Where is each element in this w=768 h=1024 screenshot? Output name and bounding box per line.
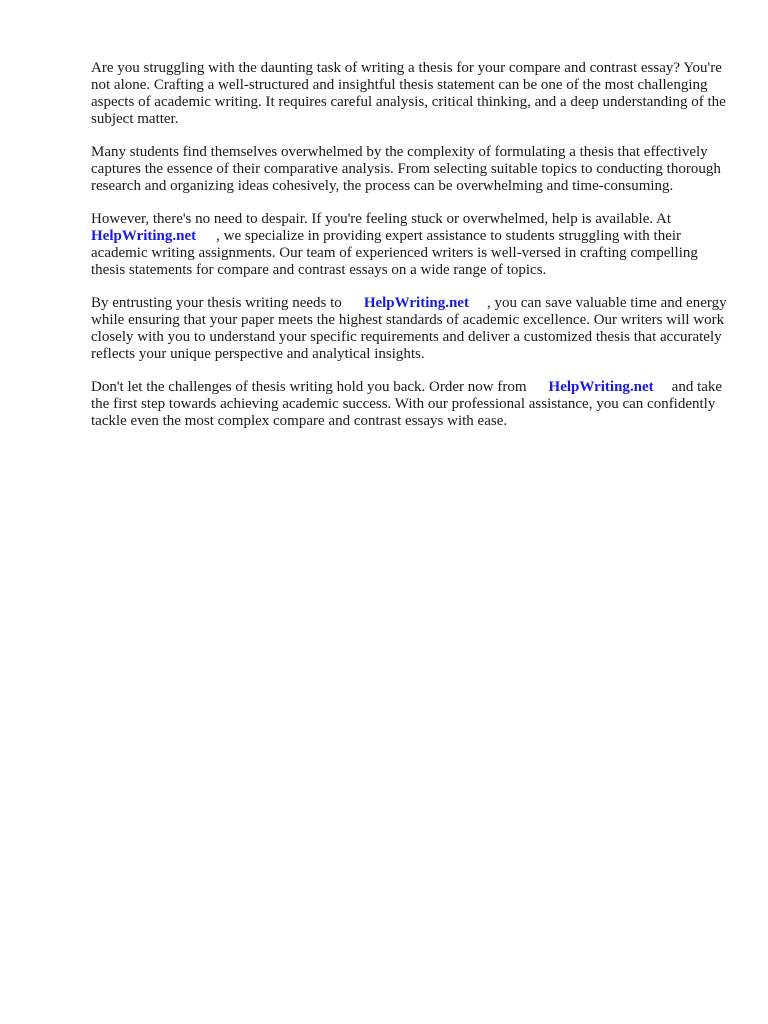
paragraph-order-now	[91, 379, 731, 430]
paragraph-text-after-link: , we specialize in providing expert assistance to students struggling with their academic writing assignments. Our team of experienced writers is well-versed in crafting compelling thesis statements for compare and contrast essays on a wide range of topics.	[91, 228, 698, 278]
paragraph-text-before-link: By entrusting your thesis writing needs to	[91, 295, 342, 311]
paragraph-text: Many students find themselves overwhelmed by the complexity of formulating a thesis that effectively captures the essence of their comparative analysis. From selecting suitable topics to conducting thorough research and organizing ideas cohesively, the process can be overwhelming and time-consuming.	[91, 144, 721, 194]
paragraph-text-before-link: Don't let the challenges of thesis writing hold you back. Order now from	[91, 379, 527, 395]
helpwriting-link[interactable]: HelpWriting.net	[548, 379, 654, 395]
paragraph-intro	[91, 60, 731, 128]
paragraph-help-available	[91, 211, 731, 279]
paragraph-text-after-link: and take the first step towards achieving academic success. With our professional assistance, you can confidently tackle even the most complex compare and contrast essays with ease.	[91, 379, 723, 429]
paragraph-overwhelmed	[91, 144, 731, 195]
paragraph-entrusting	[91, 295, 731, 363]
helpwriting-link[interactable]: HelpWriting.net	[363, 295, 469, 311]
paragraph-text: Are you struggling with the daunting task of writing a thesis for your compare and contrast essay? You're not alone. Crafting a well-structured and insightful thesis statement can be one of the most challenging aspects of academic writing. It requires careful analysis, critical thinking, and a deep understanding of the subject matter.	[91, 60, 726, 127]
helpwriting-link[interactable]: HelpWriting.net	[91, 228, 197, 244]
paragraph-text-after-link: , you can save valuable time and energy while ensuring that your paper meets the highest standards of academic excellence. Our writers will work closely with you to understand your specific requirements and deliver a customized thesis that accurately reflects your unique perspective and analytical insights.	[91, 295, 727, 362]
paragraph-text-before-link: However, there's no need to despair. If you're feeling stuck or overwhelmed, help is available. At	[91, 211, 672, 227]
document-page	[91, 60, 731, 446]
